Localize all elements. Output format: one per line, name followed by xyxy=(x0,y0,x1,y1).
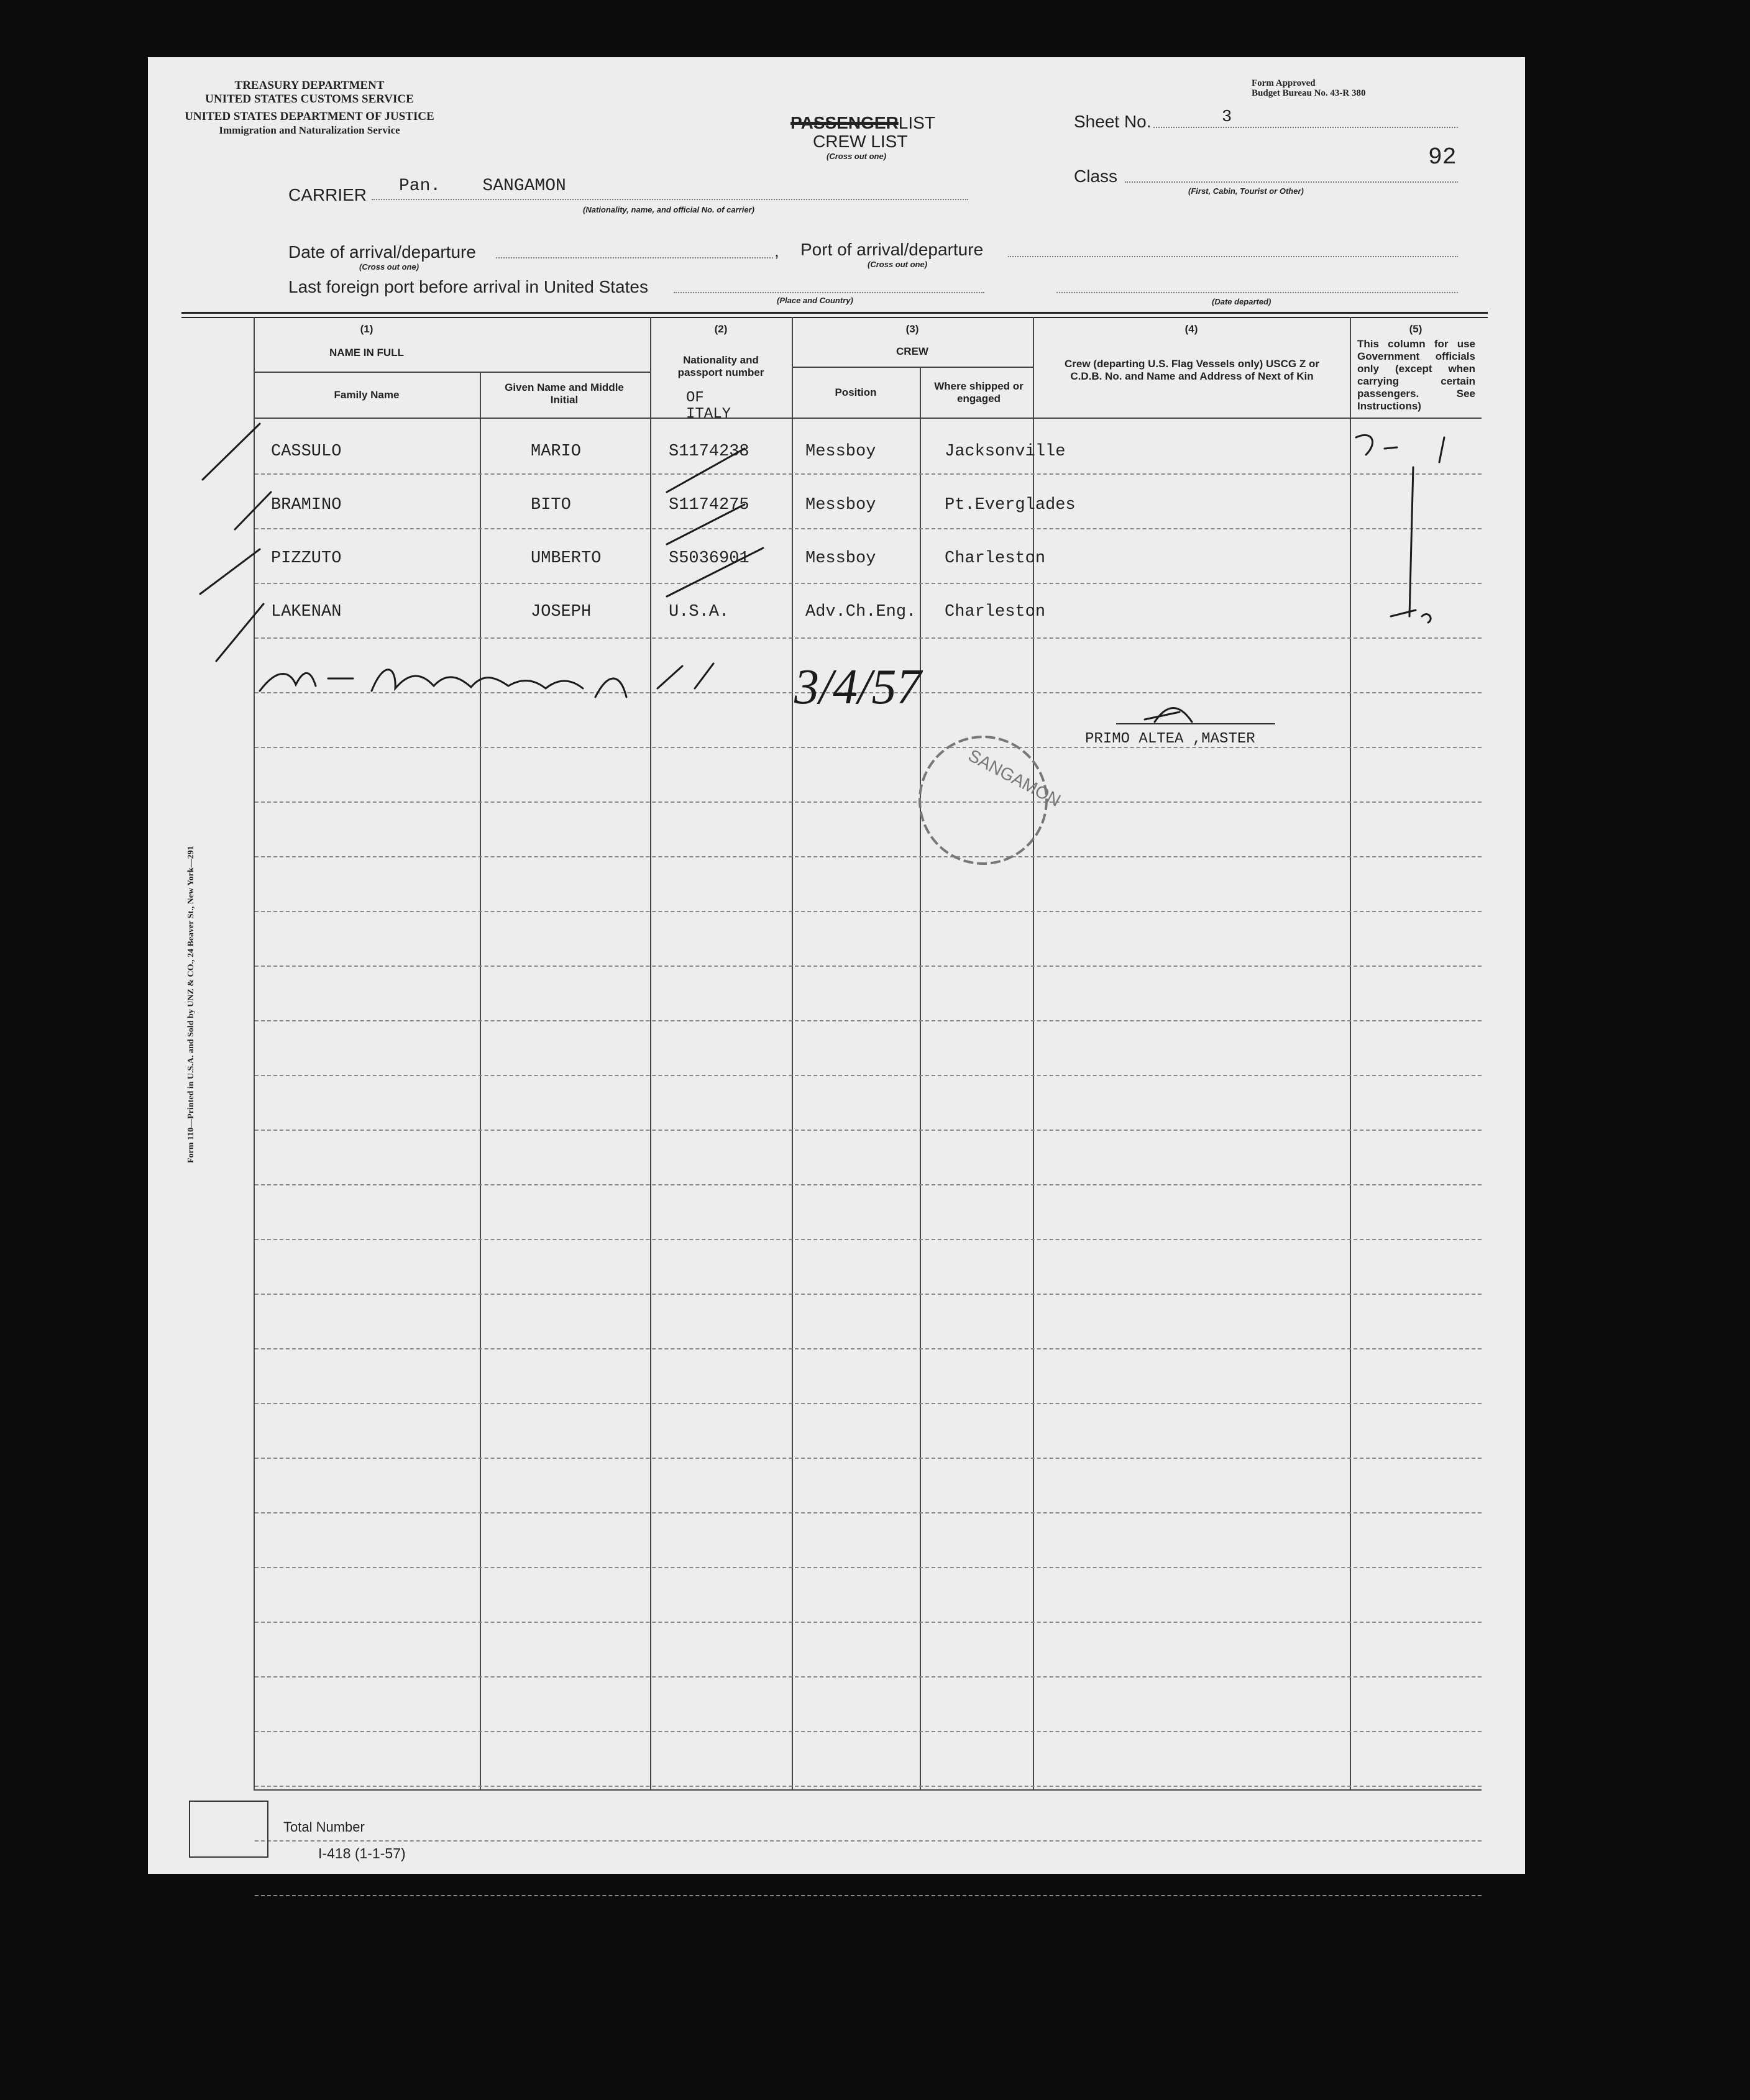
form-code: I-418 (1-1-57) xyxy=(318,1845,406,1861)
page-number: 92 xyxy=(1428,144,1457,171)
crew-list-title: CREW LIST xyxy=(813,132,908,151)
agency-line-1: TREASURY DEPARTMENT xyxy=(234,79,385,92)
agency-line-4: Immigration and Naturalization Service xyxy=(219,124,400,136)
position: Adv.Ch.Eng. xyxy=(805,603,917,621)
carrier-hint: (Nationality, name, and official No. of carrier) xyxy=(583,205,754,214)
sheet-label: Sheet No. xyxy=(1074,112,1152,131)
row-check-mark-3 xyxy=(200,549,260,594)
where-shipped: Pt.Everglades xyxy=(945,496,1076,514)
total-number-box xyxy=(189,1801,268,1858)
master-signature-scrawl xyxy=(1145,708,1192,723)
given-name: BITO xyxy=(531,496,571,514)
col3-title: CREW xyxy=(896,345,928,357)
passport-number: U.S.A. xyxy=(669,603,730,621)
handwritten-date: 3/4/57 xyxy=(794,660,922,714)
where-shipped: Jacksonville xyxy=(945,442,1066,461)
sheet-value: 3 xyxy=(1222,108,1232,127)
last-port-label: Last foreign port before arrival in United States xyxy=(288,277,648,296)
agency-line-2: UNITED STATES CUSTOMS SERVICE xyxy=(205,93,414,106)
family-name: LAKENAN xyxy=(271,603,342,621)
where-shipped: Charleston xyxy=(945,603,1046,621)
list-title-suffix: LIST xyxy=(898,113,935,132)
date-hint: (Cross out one) xyxy=(359,262,419,272)
date-label: Date of arrival/departure xyxy=(288,242,476,262)
passport-strike-3 xyxy=(667,548,763,596)
place-hint: (Place and Country) xyxy=(777,296,853,305)
passport-strike-1 xyxy=(667,449,744,492)
family-name: CASSULO xyxy=(271,442,342,461)
passport-number: S5036901 xyxy=(669,549,749,568)
comma: , xyxy=(774,241,779,260)
printer-side-note: Form 110—Printed in U.S.A. and Sold by UNZ & CO., 24 Beaver St., New York—291 xyxy=(186,846,196,1163)
col-position: Position xyxy=(835,386,877,398)
col-nationality: Nationality and passport number xyxy=(677,354,764,378)
passport-strike-2 xyxy=(667,504,744,544)
row-check-mark-4 xyxy=(216,604,263,661)
col-family-name: Family Name xyxy=(334,389,400,401)
col5-number: (5) xyxy=(1409,323,1422,335)
col4-number: (4) xyxy=(1184,323,1198,335)
family-name: BRAMINO xyxy=(271,496,342,514)
total-number-label: Total Number xyxy=(283,1819,365,1835)
row-check-mark-2 xyxy=(235,492,271,529)
col3-number: (3) xyxy=(905,323,919,335)
position: Messboy xyxy=(805,549,876,568)
col1-number: (1) xyxy=(360,323,373,335)
carrier-label: CARRIER xyxy=(288,185,367,204)
col-next-of-kin: Crew (departing U.S. Flag Vessels only) USCG Z or C.D.B. No. and Name and Address of Next of Kin xyxy=(1065,358,1319,382)
crew-list-form xyxy=(148,57,1525,1874)
family-name: PIZZUTO xyxy=(271,549,342,568)
passport-number: S1174238 xyxy=(669,442,749,461)
master-signature: PRIMO ALTEA ,MASTER xyxy=(1085,731,1255,747)
row-line xyxy=(255,1895,1482,1896)
where-shipped: Charleston xyxy=(945,549,1046,568)
list-title-struck: PASSENGER xyxy=(790,113,899,132)
handwritten-bracket xyxy=(1391,467,1431,623)
class-hint: (First, Cabin, Tourist or Other) xyxy=(1188,186,1304,196)
col2-number: (2) xyxy=(714,323,728,335)
carrier-value: Pan. SANGAMON xyxy=(399,176,566,196)
nationality-note: OF ITALY xyxy=(686,390,731,422)
col-government-use: This column for use Government officials only (except when carrying certain passengers. See Instructions) xyxy=(1357,338,1475,412)
col-given-name: Given Name and Middle Initial xyxy=(505,381,624,406)
port-label: Port of arrival/departure xyxy=(800,240,984,259)
given-name: UMBERTO xyxy=(531,549,602,568)
handwritten-mark-strokes xyxy=(1356,435,1444,462)
agency-line-3: UNITED STATES DEPARTMENT OF JUSTICE xyxy=(185,110,434,123)
position: Messboy xyxy=(805,496,876,514)
position: Messboy xyxy=(805,442,876,461)
given-name: JOSEPH xyxy=(531,603,592,621)
row-check-mark-1 xyxy=(203,424,260,480)
stamp-text: SANGAMON xyxy=(965,745,1064,811)
list-cross-out-hint: (Cross out one) xyxy=(827,152,887,161)
port-hint: (Cross out one) xyxy=(868,260,928,269)
class-label: Class xyxy=(1074,167,1118,186)
passport-number: S1174275 xyxy=(669,496,749,514)
handwriting-overlay xyxy=(148,57,1525,1874)
handwritten-signature xyxy=(260,664,713,697)
budget-bureau: Budget Bureau No. 43-R 380 xyxy=(1252,88,1366,98)
given-name: MARIO xyxy=(531,442,582,461)
col-where-shipped: Where shipped or engaged xyxy=(934,380,1024,404)
signature-line xyxy=(1116,723,1275,724)
date-departed-hint: (Date departed) xyxy=(1212,297,1271,306)
col1-title: NAME IN FULL xyxy=(329,347,404,358)
form-approved: Form Approved xyxy=(1252,78,1316,88)
